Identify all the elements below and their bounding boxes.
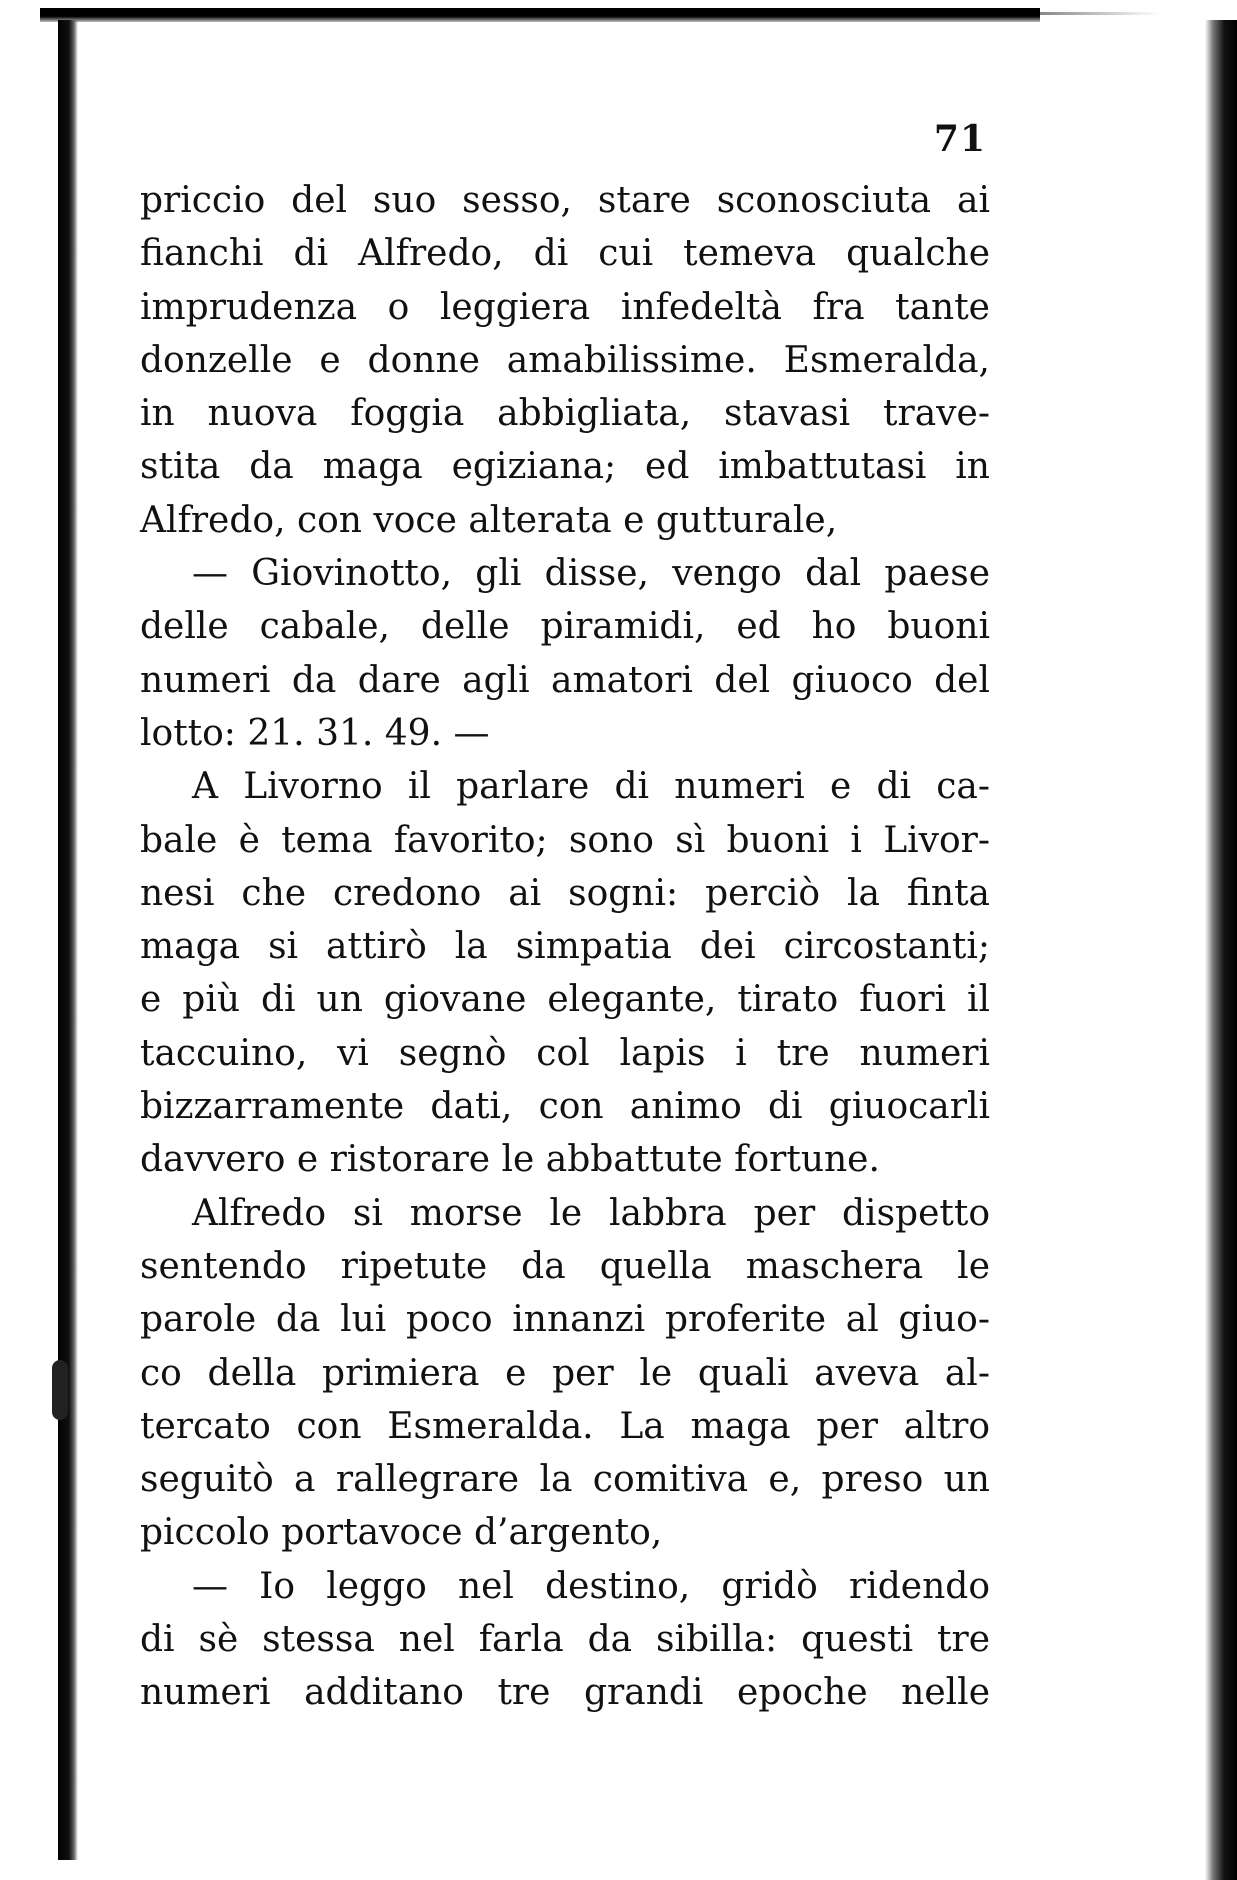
text-line: bale è tema favorito; sono sì buoni i Livor- (140, 819, 990, 861)
text-line: co della primiera e per le quali aveva al- (140, 1352, 990, 1394)
scan-top-edge-fade (1040, 12, 1160, 15)
text-line: parole da lui poco innanzi proferite al giuo- (140, 1299, 990, 1341)
text-line: — Io leggo nel destino, gridò ridendo (192, 1565, 990, 1607)
text-line: tercato con Esmeralda. La maga per altro (140, 1405, 990, 1447)
text-line: Alfredo si morse le labbra per dispetto (192, 1192, 990, 1234)
text-line: imprudenza o leggiera infedeltà fra tante (140, 286, 990, 328)
text-line: A Livorno il parlare di numeri e di ca- (192, 766, 990, 808)
text-line: in nuova foggia abbigliata, stavasi trave- (140, 393, 990, 435)
text-line: stita da maga egiziana; ed imbattutasi in (140, 446, 990, 488)
page-number: 71 (933, 118, 986, 160)
text-line: seguitò a rallegrare la comitiva e, preso un (140, 1459, 990, 1501)
text-line: fianchi di Alfredo, di cui temeva qualche (140, 233, 990, 275)
scan-right-edge (1205, 20, 1237, 1880)
text-line: lotto: 21. 31. 49. — (140, 712, 490, 754)
scan-left-notch (52, 1360, 68, 1420)
text-line: di sè stessa nel farla da sibilla: questi tre (140, 1619, 990, 1661)
text-line: nesi che credono ai sogni: perciò la finta (140, 872, 990, 914)
text-line: donzelle e donne amabilissime. Esmeralda, (140, 339, 990, 381)
text-line: maga si attirò la simpatia dei circostanti; (140, 926, 990, 968)
text-line: Alfredo, con voce alterata e gutturale, (140, 499, 838, 541)
text-line: delle cabale, delle piramidi, ed ho buoni (140, 606, 990, 648)
text-line: davvero e ristorare le abbattute fortune. (140, 1139, 880, 1181)
text-line: numeri da dare agli amatori del giuoco del (140, 659, 990, 701)
scan-top-edge (40, 8, 1040, 22)
text-line: — Giovinotto, gli disse, vengo dal paese (192, 553, 990, 595)
text-line: e più di un giovane elegante, tirato fuori il (140, 979, 990, 1021)
page-text (140, 174, 990, 1720)
text-line: taccuino, vi segnò col lapis i tre numeri (140, 1032, 990, 1074)
text-line: numeri additano tre grandi epoche nelle (140, 1672, 990, 1714)
text-line: bizzarramente dati, con animo di giuocarli (140, 1086, 990, 1128)
text-line: sentendo ripetute da quella maschera le (140, 1245, 990, 1287)
text-line: piccolo portavoce d’argento, (140, 1512, 663, 1554)
text-line: priccio del suo sesso, stare sconosciuta ai (140, 180, 990, 221)
scan-left-edge (58, 20, 78, 1860)
